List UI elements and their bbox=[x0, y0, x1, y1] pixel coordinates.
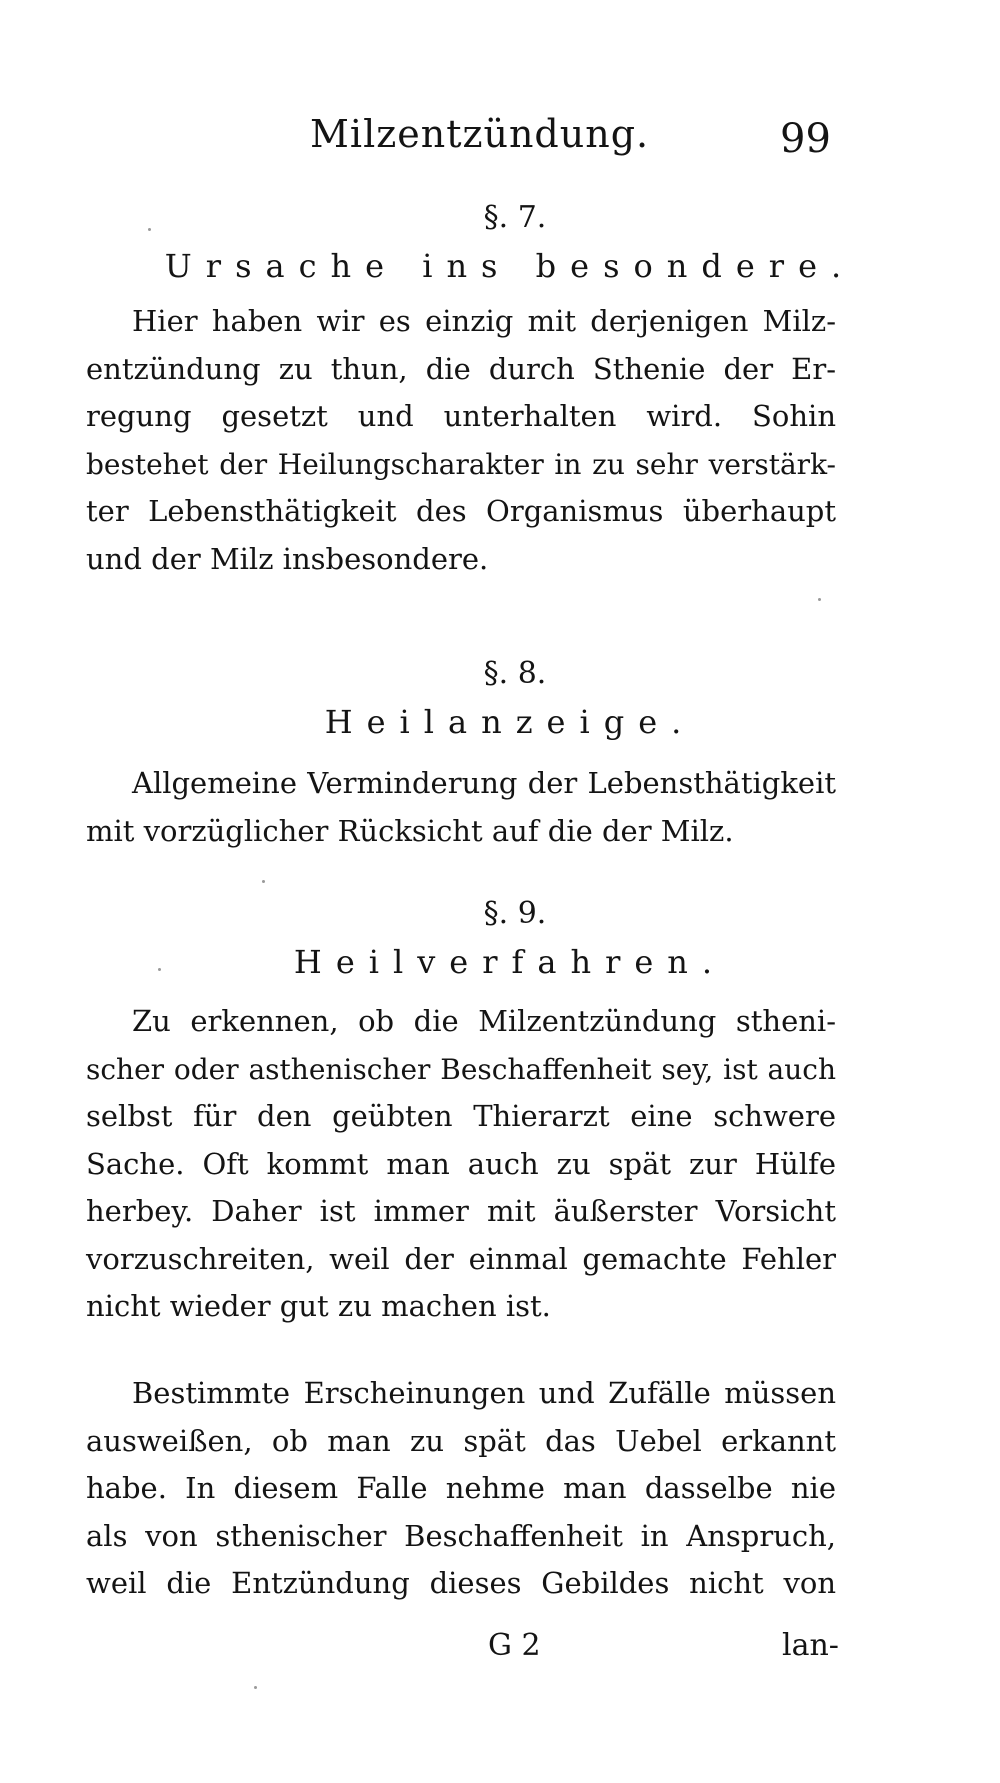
text-line: und der Milz insbesondere. bbox=[86, 541, 489, 576]
page-number: 99 bbox=[780, 116, 831, 162]
text-line: Bestimmte Erscheinungen und Zufälle müssen bbox=[132, 1376, 836, 1410]
paper-speck bbox=[254, 1686, 257, 1689]
text-line: Zu erkennen, ob die Milzentzündung stheni- bbox=[132, 1004, 836, 1038]
paragraph-procedure bbox=[86, 998, 836, 1331]
section-7 bbox=[0, 196, 1000, 292]
text-line: scher oder asthenischer Beschaffenheit sey, ist auch bbox=[86, 1052, 836, 1086]
paper-speck bbox=[262, 880, 265, 883]
section-number: §. 9. bbox=[483, 896, 547, 931]
running-head bbox=[0, 112, 1000, 172]
text-line: regung gesetzt und unterhalten wird. Sohin bbox=[86, 399, 836, 433]
section-heading: Heilanzeige. bbox=[324, 703, 696, 741]
text-line: selbst für den geübten Thierarzt eine schwere bbox=[86, 1099, 836, 1133]
text-line: herbey. Daher ist immer mit äußerster Vorsicht bbox=[86, 1194, 836, 1228]
paper-speck bbox=[158, 968, 161, 971]
text-line: habe. In diesem Falle nehme man dasselbe nie bbox=[86, 1471, 836, 1505]
text-line: als von sthenischer Beschaffenheit in Anspruch, bbox=[86, 1518, 836, 1553]
paragraph-cause bbox=[86, 298, 836, 583]
running-title: Milzentzündung. bbox=[310, 112, 650, 156]
text-line: Sache. Oft kommt man auch zu spät zur Hülfe bbox=[86, 1146, 836, 1181]
page-footer bbox=[0, 1628, 1000, 1678]
section-number: §. 8. bbox=[483, 656, 547, 691]
section-number: §. 7. bbox=[483, 200, 547, 235]
text-line: vorzuschreiten, weil der einmal gemachte Fehler bbox=[86, 1241, 836, 1276]
section-heading: Heilverfahren. bbox=[293, 943, 727, 981]
text-line: ausweißen, ob man zu spät das Uebel erkannt bbox=[86, 1423, 836, 1458]
text-line: Hier haben wir es einzig mit derjenigen Milz- bbox=[132, 304, 836, 338]
text-line: mit vorzüglicher Rücksicht auf die der Milz. bbox=[86, 813, 734, 848]
signature-mark: G 2 bbox=[488, 1628, 541, 1663]
catchword: lan- bbox=[782, 1628, 839, 1663]
text-line: ter Lebensthätigkeit des Organismus überhaupt bbox=[86, 494, 836, 528]
text-line: weil die Entzündung dieses Gebildes nicht von bbox=[86, 1566, 836, 1600]
section-heading: Ursache ins besondere. bbox=[164, 247, 856, 285]
text-line: nicht wieder gut zu machen ist. bbox=[86, 1289, 551, 1323]
text-line: entzündung zu thun, die durch Sthenie der Er- bbox=[86, 351, 836, 386]
paper-speck bbox=[818, 598, 821, 601]
paragraph-symptoms bbox=[86, 1370, 836, 1608]
paper-speck bbox=[148, 228, 151, 231]
paragraph-indication bbox=[86, 760, 836, 855]
text-line: bestehet der Heilungscharakter in zu sehr verstärk- bbox=[86, 447, 836, 481]
section-9 bbox=[0, 892, 1000, 988]
text-line: Allgemeine Verminderung der Lebensthätigkeit bbox=[132, 766, 836, 800]
section-8 bbox=[0, 652, 1000, 748]
